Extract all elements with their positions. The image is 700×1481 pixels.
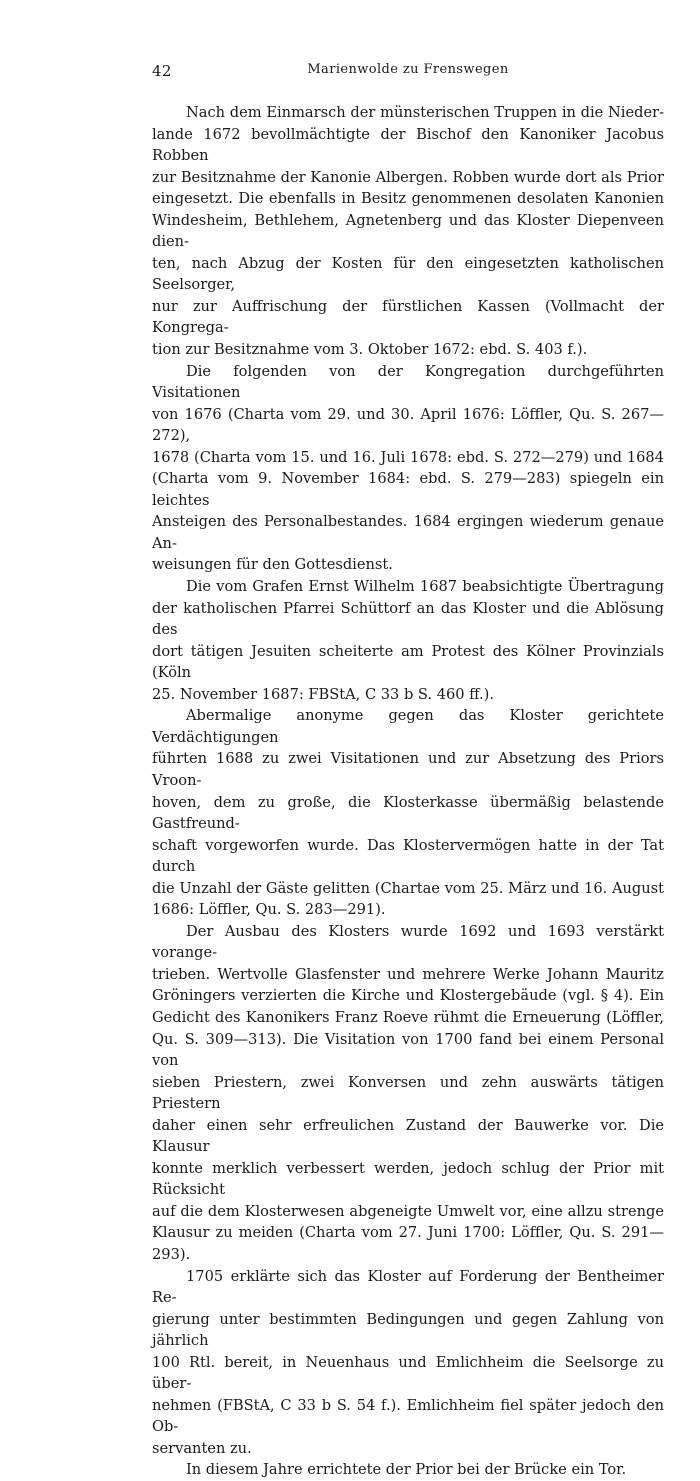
text-line: Gröningers verzierten die Kirche und Klostergebäude (vgl. § 4). Ein (152, 987, 664, 1005)
paragraph (152, 361, 664, 576)
text-line: 25. November 1687: FBStA, C 33 b S. 460 ff.). (152, 685, 495, 703)
text-line: Windesheim, Bethlehem, Agnetenberg und das Kloster Diepenveen dien- (152, 211, 664, 251)
text-line: zur Besitznahme der Kanonie Albergen. Robben wurde dort als Prior (152, 168, 664, 186)
text-line: gierung unter bestimmten Bedingungen und gegen Zahlung von jährlich (152, 1310, 664, 1350)
text-line: nehmen (FBStA, C 33 b S. 54 f.). Emlichheim fiel später jedoch den Ob- (152, 1396, 664, 1436)
text-line: dort tätigen Jesuiten scheiterte am Protest des Kölner Provinzials (Köln (152, 642, 664, 682)
text-line: Der Ausbau des Klosters wurde 1692 und 1693 verstärkt vorange- (152, 922, 664, 962)
text-line: Die vom Grafen Ernst Wilhelm 1687 beabsichtigte Übertragung (186, 578, 664, 596)
paragraph (152, 705, 664, 920)
text-line: führten 1688 zu zwei Visitationen und zur Absetzung des Priors Vroon- (152, 750, 664, 789)
text-line: schaft vorgeworfen wurde. Das Klostervermögen hatte in der Tat durch (152, 836, 664, 876)
text-line: ten, nach Abzug der Kosten für den eingesetzten katholischen Seelsorger, (152, 254, 664, 294)
text-line: auf die dem Klosterwesen abgeneigte Umwelt vor, eine allzu strenge (152, 1202, 664, 1220)
text-line: daher einen sehr erfreulichen Zustand der Bauwerke vor. Die Klausur (152, 1116, 664, 1156)
text-line: Qu. S. 309—313). Die Visitation von 1700 fand bei einem Personal von (152, 1030, 664, 1070)
text-line: Nach dem Einmarsch der münsterischen Truppen in die Nieder- (186, 104, 664, 121)
text-line: 293). (152, 1245, 191, 1263)
text-line: 100 Rtl. bereit, in Neuenhaus und Emlichheim die Seelsorge zu über- (152, 1353, 664, 1393)
body-text (152, 102, 664, 1481)
text-line: 1678 (Charta vom 15. und 16. Juli 1678: ebd. S. 272—279) und 1684 (152, 448, 664, 466)
text-line: servanten zu. (152, 1439, 252, 1457)
text-line: 1686: Löffler, Qu. S. 283—291). (152, 901, 386, 919)
page-header (152, 62, 664, 84)
text-line: Klausur zu meiden (Charta vom 27. Juni 1700: Löffler, Qu. S. 291— (152, 1224, 664, 1242)
text-line: hoven, dem zu große, die Klosterkasse übermäßig belastende Gastfreund- (152, 793, 664, 833)
paragraph (152, 102, 664, 361)
text-line: 1705 erklärte sich das Kloster auf Forderung der Bentheimer Re- (152, 1267, 664, 1307)
paragraph (152, 1459, 664, 1481)
page-number: 42 (152, 62, 172, 80)
text-line: nur zur Auffrischung der fürstlichen Kassen (Vollmacht der Kongrega- (152, 297, 664, 337)
text-line: In diesem Jahre errichtete der Prior bei der Brücke ein Tor. (186, 1461, 627, 1479)
paragraph (152, 1266, 664, 1460)
paragraph (152, 921, 664, 1266)
text-line: weisungen für den Gottesdienst. (152, 556, 393, 574)
text-line: tion zur Besitznahme vom 3. Oktober 1672: ebd. S. 403 f.). (152, 341, 588, 359)
text-line: konnte merklich verbessert werden, jedoch schlug der Prior mit Rücksicht (152, 1159, 664, 1199)
text-line: lande 1672 bevollmächtigte der Bischof den Kanoniker Jacobus Robben (152, 125, 664, 165)
text-line: Gedicht des Kanonikers Franz Roeve rühmt die Erneuerung (Löffler, (152, 1008, 664, 1026)
text-line: Abermalige anonyme gegen das Kloster gerichtete Verdächtigungen (152, 707, 664, 746)
text-line: trieben. Wertvolle Glasfenster und mehrere Werke Johann Mauritz (152, 965, 664, 983)
text-line: Die folgenden von der Kongregation durchgeführten Visitationen (152, 362, 664, 402)
text-line: (Charta vom 9. November 1684: ebd. S. 279—283) spiegeln ein leichtes (152, 470, 664, 509)
running-title: Marienwolde zu Frenswegen (307, 62, 509, 77)
text-line: eingesetzt. Die ebenfalls in Besitz genommenen desolaten Kanonien (152, 190, 664, 208)
text-line: Ansteigen des Personalbestandes. 1684 ergingen wiederum genaue An- (152, 513, 664, 552)
text-line: sieben Priestern, zwei Konversen und zehn auswärts tätigen Priestern (152, 1073, 664, 1113)
paragraph (152, 576, 664, 705)
text-line: die Unzahl der Gäste gelitten (Chartae vom 25. März und 16. August (152, 879, 664, 897)
text-line: von 1676 (Charta vom 29. und 30. April 1676: Löffler, Qu. S. 267—272), (152, 405, 664, 445)
text-line: der katholischen Pfarrei Schüttorf an das Kloster und die Ablösung des (152, 599, 664, 639)
